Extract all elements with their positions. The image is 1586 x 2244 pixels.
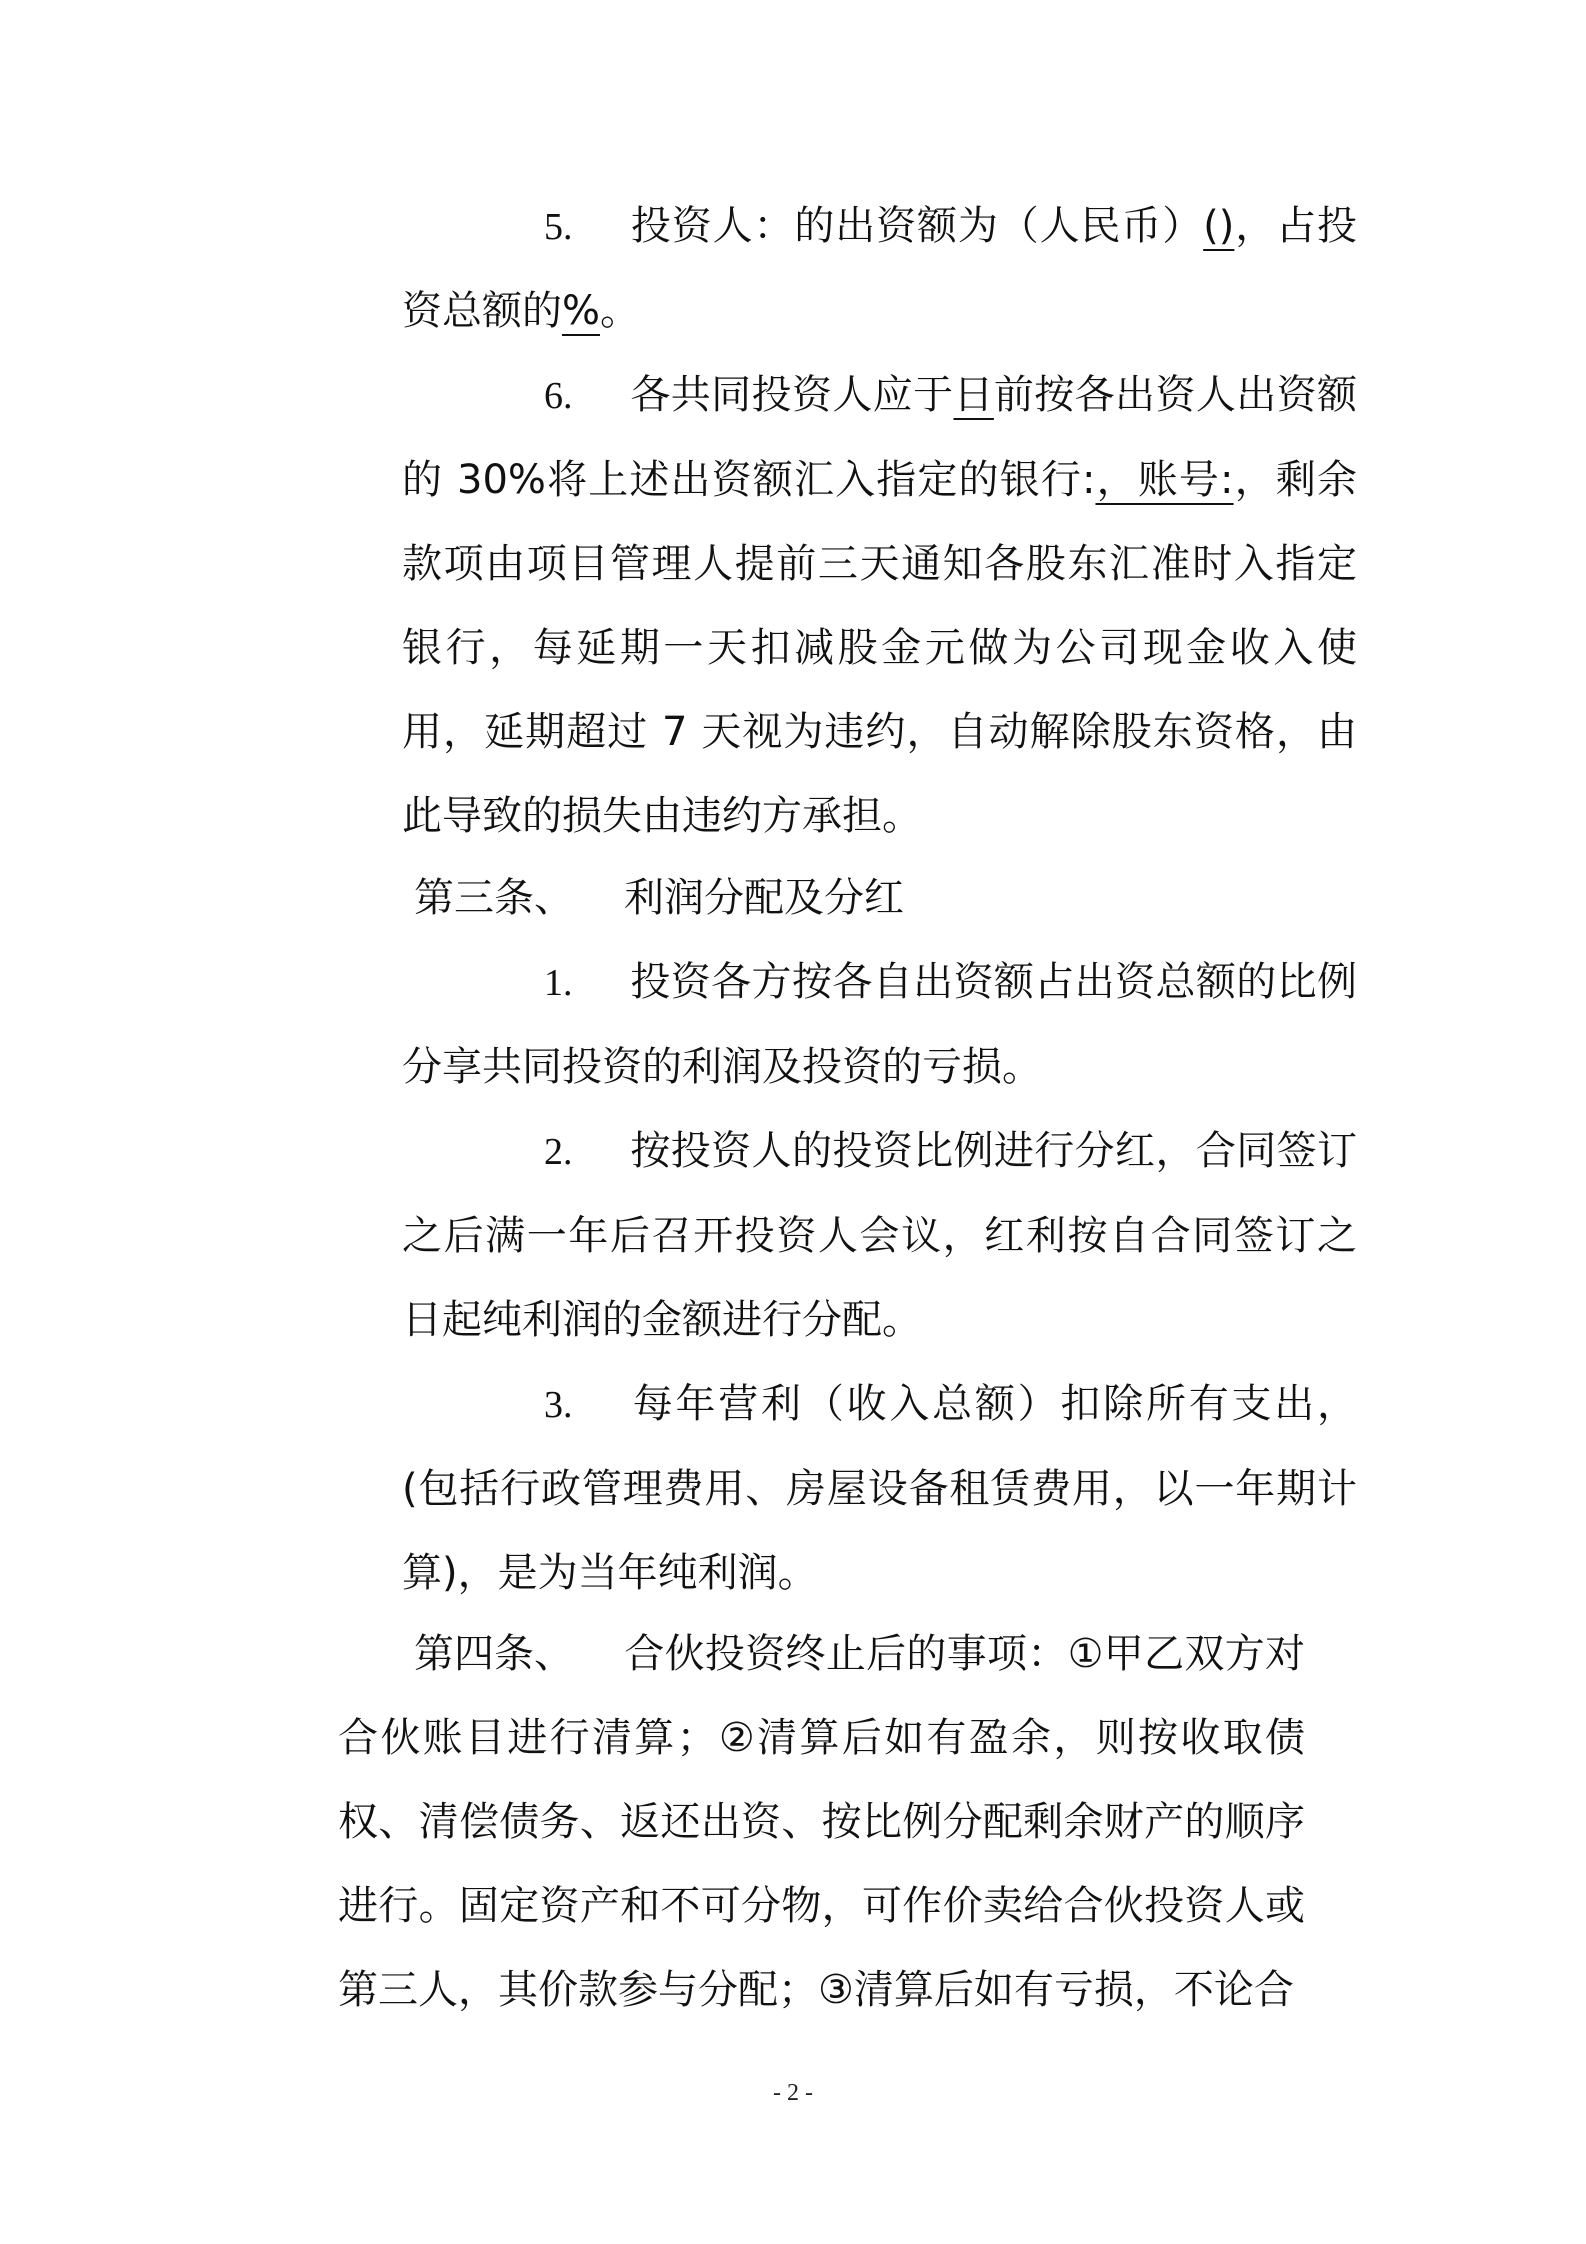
- blank-amount: (): [1203, 203, 1235, 249]
- article-text: 合伙投资终止后的事项：①甲乙双方对合伙账目进行清算；②清算后如有盈余，则按收取债权、清偿债务、返还出资、按比例分配剩余财产的顺序进行。固定资产和不可分物，可作价卖给合伙投资人或第三人，其价款参与分配；③清算后如有亏损，不论合: [338, 1631, 1305, 2013]
- blank-date: 日: [953, 372, 994, 418]
- clause-5: [402, 184, 1357, 353]
- article-3: [402, 856, 1357, 1615]
- article-label: 第四条、: [414, 1631, 574, 1677]
- article-3-item: [402, 1109, 1357, 1362]
- blank-account: ，账号:: [1095, 457, 1234, 503]
- clauses-5-6: [402, 184, 1357, 858]
- clause-text: 。: [600, 288, 641, 334]
- item-text: 按投资人的投资比例进行分红，合同签订之后满一年后召开投资人会议，红利按自合同签订之日起纯利润的金额进行分配。: [402, 1128, 1357, 1343]
- clause-text: 投资人：的出资额为（人民币）: [630, 203, 1204, 249]
- item-number: 3.: [544, 1384, 573, 1426]
- item-number: 1.: [544, 962, 573, 1004]
- article-4-paragraph: [326, 1612, 1305, 2032]
- blank-percent: %: [562, 288, 601, 334]
- item-text: 每年营利（收入总额）扣除所有支出，(包括行政管理费用、房屋设备租赁费用，以一年期计算)，是为当年纯利润。: [402, 1381, 1357, 1596]
- article-4: [338, 1612, 1357, 2032]
- clause-text: 前按各出资人出资额的 30%将上述出资额汇入指定的银行:: [402, 372, 1358, 503]
- clause-number: 5.: [544, 206, 573, 248]
- article-3-item: [402, 1362, 1357, 1615]
- clause-text: 各共同投资人应于: [630, 372, 954, 418]
- article-3-item: [402, 940, 1357, 1109]
- item-number: 2.: [544, 1131, 573, 1173]
- item-text: 投资各方按各自出资额占出资总额的比例分享共同投资的利润及投资的亏损。: [402, 959, 1357, 1090]
- clause-number: 6.: [544, 375, 573, 417]
- page-number: - 2 -: [773, 2080, 813, 2106]
- clause-6: [402, 353, 1357, 858]
- clause-text: ，剩余款项由项目管理人提前三天通知各股东汇准时入指定银行，每延期一天扣减股金元做为公司现金收入使用，延期超过 7 天视为违约，自动解除股东资格，由此导致的损失由违约方承担。: [402, 457, 1357, 839]
- clause-text: ，占投资总额的: [402, 203, 1358, 334]
- article-title: 利润分配及分红: [624, 875, 904, 921]
- article-heading: [402, 856, 1357, 940]
- article-label: 第三条、: [414, 875, 574, 921]
